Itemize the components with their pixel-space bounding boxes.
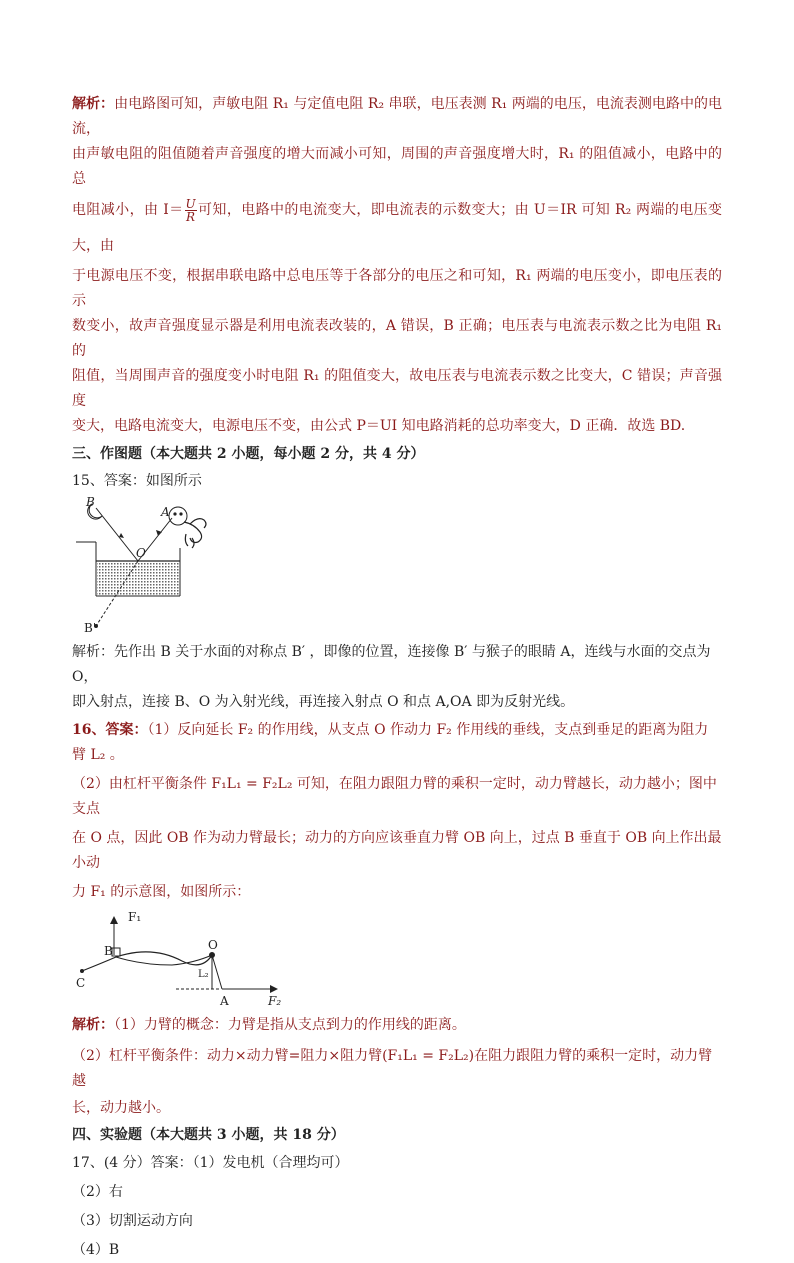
- q16-analysis-line: （2）杠杆平衡条件：动力×动力臂=阻力×阻力臂(F₁L₁ = F₂L₂)在阻力跟阻力臂的乘积一定时，动力臂越: [72, 1048, 713, 1089]
- analysis-text-line: 数变小，故声音强度显示器是利用电流表改装的，A 错误，B 正确；电压表与电流表示数之比为电阻 R₁ 的: [72, 318, 722, 359]
- lever-diagram: [72, 905, 312, 1005]
- q16-line: （1）反向延长 F₂ 的作用线，从支点 O 作动力 F₂ 作用线的垂线，支点到垂足的距离为阻力臂 L₂ 。: [72, 722, 709, 763]
- fraction-u-over-r: $\frac{U}{R}$: [185, 196, 196, 224]
- analysis-text-line: 可知，电路中的电流变大，即电流表的示数变大；由 U＝IR 可知 R₂ 两端的电压变大，由: [72, 202, 722, 254]
- label-l2: L₂: [198, 969, 209, 980]
- label-f2: F₂: [268, 994, 282, 1005]
- rope-oa: [212, 955, 222, 989]
- analysis-text-line: 变大，电路电流变大，电源电压不变，由公式 P＝UI 知电路消耗的总功率变大，D 正确．故选 BD.: [72, 418, 686, 434]
- q15-figure: [72, 494, 722, 634]
- label-o: O: [208, 938, 218, 952]
- label-b-prime: B': [84, 621, 97, 634]
- q16-analysis-label: 解析：: [72, 1017, 114, 1033]
- monkey-icon: [169, 507, 206, 548]
- q16-line: 在 O 点，因此 OB 作为动力臂最长；动力的方向应该垂直力臂 OB 向上，过点 B 垂直于 OB 向上作出最小动: [72, 830, 722, 871]
- q16-analysis-line: 长，动力越小。: [72, 1100, 170, 1116]
- q15-answer: 15、答案：如图所示: [72, 473, 202, 489]
- label-b: B: [86, 495, 95, 509]
- lever-arm-ob: [116, 955, 212, 965]
- q15-analysis-line: 解析：先作出 B 关于水面的对称点 B′ ，即像的位置，连接像 B′ 与猴子的眼睛 A，连线与水面的交点为 O，: [72, 644, 711, 685]
- label-b: B: [104, 944, 113, 958]
- q17-line: （3）切割运动方向: [72, 1213, 193, 1229]
- q17-line: （4）B: [72, 1242, 120, 1258]
- q16-analysis: [72, 1013, 722, 1121]
- q16-line: 力 F₁ 的示意图，如图所示：: [72, 884, 251, 900]
- reflection-diagram: [72, 494, 272, 634]
- analysis-text-line: 于电源电压不变，根据串联电路中总电压等于各部分的电压之和可知，R₁ 两端的电压变小，即电压表的示: [72, 268, 722, 309]
- analysis-14: [72, 92, 722, 439]
- page-content: [72, 92, 722, 1263]
- q16-analysis-line: （1）力臂的概念：力臂是指从支点到力的作用线的距离。: [114, 1017, 466, 1033]
- q15-analysis-line: 即入射点，连接 B、O 为入射光线，再连接入射点 O 和点 A,OA 即为反射光线。: [72, 694, 575, 710]
- label-f1: F₁: [128, 910, 142, 924]
- q16-head: 16、答案：: [72, 722, 148, 738]
- q17-line: 17、(4 分）答案：（1）发电机（合理均可）: [72, 1155, 349, 1171]
- incident-ray: [96, 508, 138, 561]
- section-3-title: 三、作图题（本大题共 2 小题，每小题 2 分，共 4 分）: [72, 446, 425, 462]
- label-a: A: [161, 505, 170, 519]
- water-area: [97, 561, 179, 595]
- analysis-text-line: 由声敏电阻的阻值随着声音强度的增大而减小可知，周围的声音强度增大时，R₁ 的阻值减小，电路中的总: [72, 146, 722, 187]
- analysis-text-line: 由电路图可知，声敏电阻 R₁ 与定值电阻 R₂ 串联，电压表测 R₁ 两端的电压，电流表测电路中的电流，: [72, 96, 722, 137]
- q17-line: （2）右: [72, 1184, 123, 1200]
- right-angle-mark: [112, 948, 120, 956]
- analysis-label: 解析：: [72, 96, 115, 112]
- q16-line: （2）由杠杆平衡条件 F₁L₁ = F₂L₂ 可知，在阻力跟阻力臂的乘积一定时，动力臂越长，动力越小；图中支点: [72, 776, 717, 817]
- label-a: A: [220, 994, 229, 1005]
- analysis-text-line: 电阻减小，由 I＝: [72, 202, 184, 218]
- section-4-title: 四、实验题（本大题共 3 小题，共 18 分）: [72, 1127, 345, 1143]
- analysis-text-line: 阻值，当周围声音的强度变小时电阻 R₁ 的阻值变大，故电压表与电流表示数之比变大，C 错误；声音强度: [72, 368, 722, 409]
- label-c: C: [76, 976, 86, 990]
- label-o: O: [136, 546, 146, 560]
- q16-figure: [72, 905, 722, 1005]
- q16-answer: [72, 718, 722, 905]
